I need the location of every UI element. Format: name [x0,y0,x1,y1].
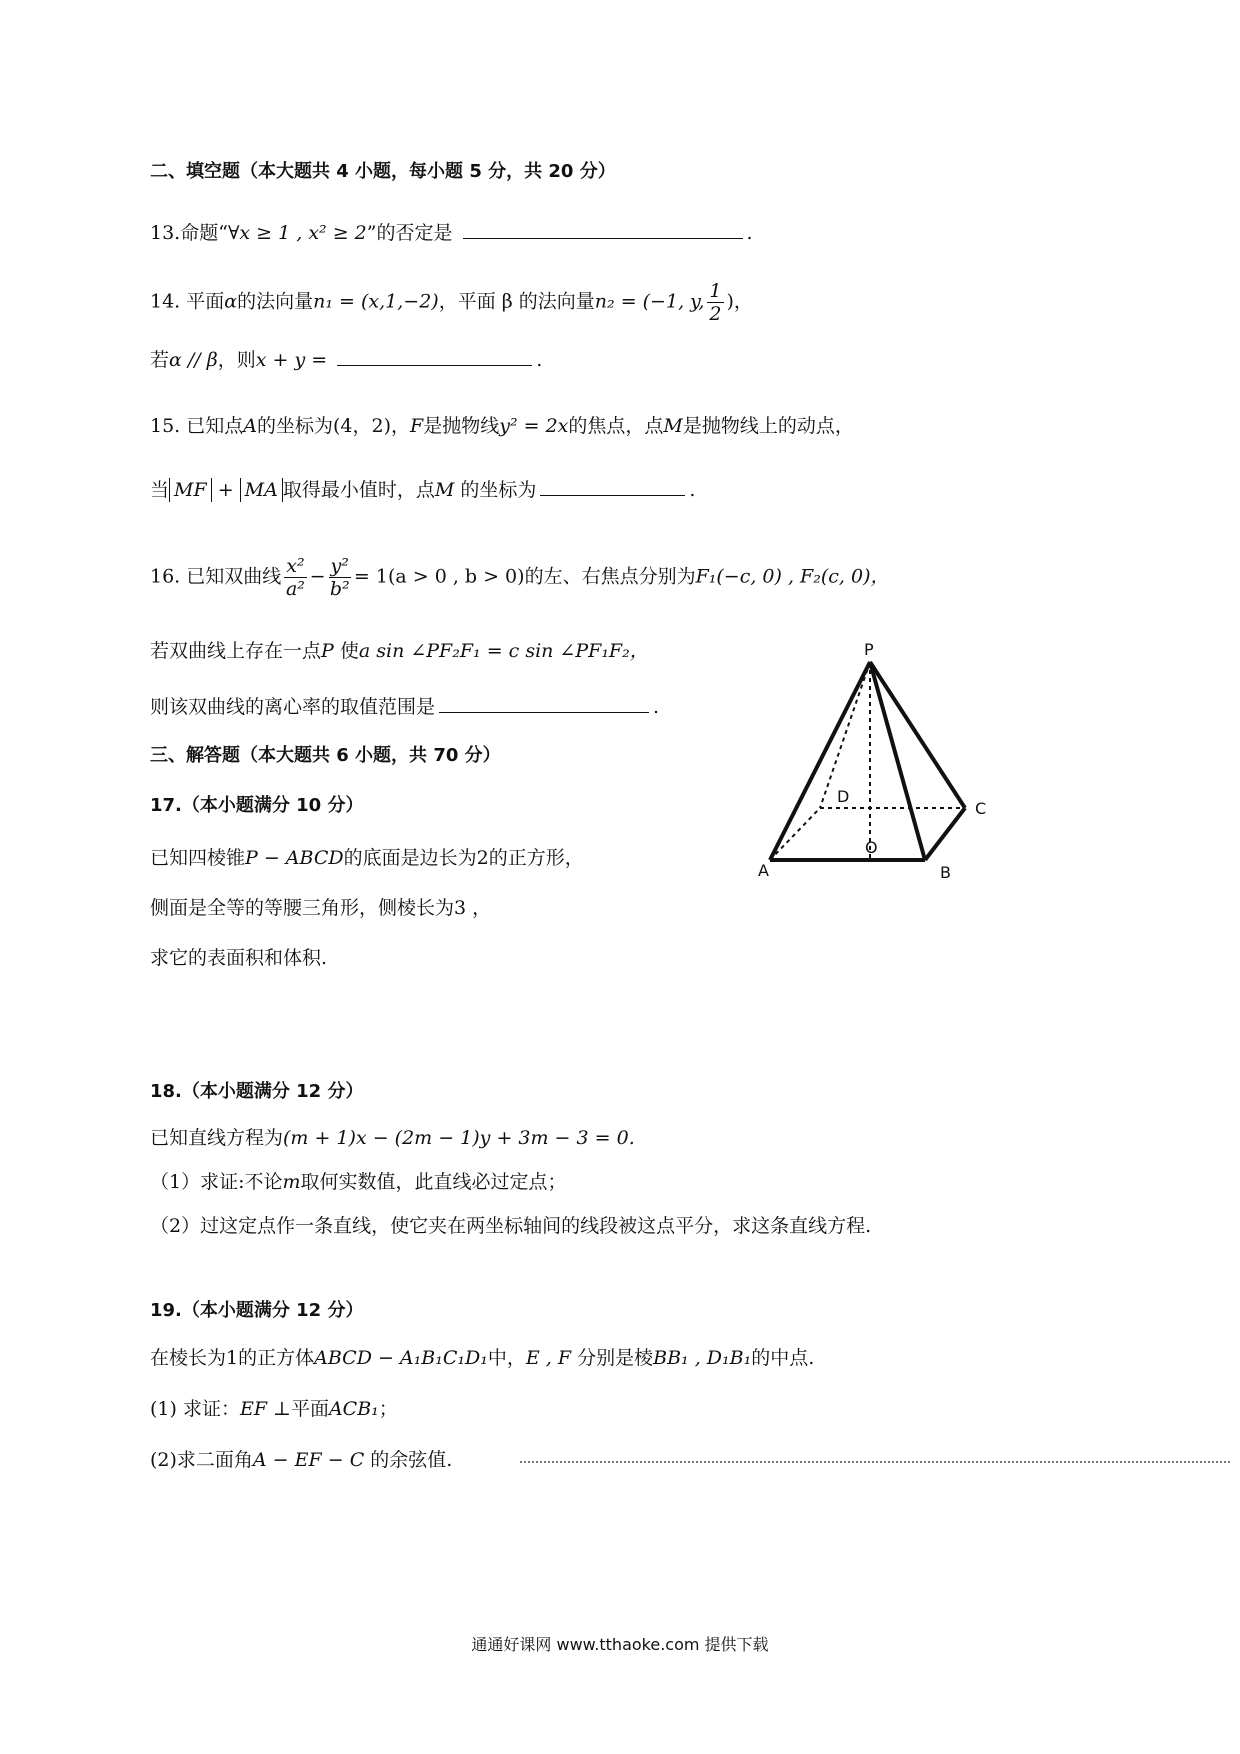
q17-line1-c: 的正方形， [488,847,584,869]
question-16-line-3 [150,690,659,722]
label-p: P [864,640,874,659]
q17-pyramid: P − ABCD [245,847,344,869]
q19-line1-e: 的中点. [751,1347,815,1369]
q19-part-1 [150,1394,398,1424]
q19-one: 1 [226,1347,239,1369]
q16-text-b: = 1(a > 0 , b > 0)的左、右焦点分别为 [353,565,696,588]
q19-line1-b: 的正方体 [238,1347,315,1369]
q15-point-m: M [663,415,683,437]
q18-line-1 [150,1123,635,1153]
label-c: C [975,799,987,818]
q18-p1-b: 取何实数值，此直线必过定点； [300,1171,567,1193]
q18-part-2: （2）过这定点作一条直线，使它夹在两坐标轴间的线段被这点平分，求这条直线方程. [150,1215,872,1237]
q16-equation: a sin ∠PF₂F₁ = c sin ∠PF₁F₂， [358,640,649,662]
label-o: O [865,838,878,857]
q16-minus: − [309,565,326,588]
section-3-title: 三、解答题（本大题共 6 小题，共 70 分） [150,745,501,766]
q19-part-2 [150,1445,452,1475]
q14-number: 14. [150,290,181,313]
question-15-line-2 [150,473,695,505]
q15-text-b: 的坐标为(4，2)， [257,415,411,437]
q17-line2-b: ， [472,897,492,919]
q14-alpha: α [224,290,238,313]
q19-header: 19.（本小题满分 12 分） [150,1300,364,1321]
q15-text-c: 是抛物线 [423,415,500,437]
pyramid-figure [750,640,1010,900]
q18-p1-a: （1）求证:不论 [150,1171,283,1193]
dotted-separator [520,1461,1230,1463]
q17-line-3: 求它的表面积和体积. [150,947,328,969]
q18-part-1 [150,1167,567,1197]
q17-two: 2 [476,847,489,869]
q14-text-b: 的法向量 [237,290,314,313]
q19-ef: E , F [525,1347,572,1369]
q19-p1-a: (1) 求证： [150,1398,240,1420]
q14-n2-close: )， [726,290,753,313]
q16-text-a: 已知双曲线 [186,565,282,588]
q14-n1: n₁ = (x,1,−2) [313,290,439,313]
q14-text-a: 平面 [186,290,225,313]
q15-end: . [689,479,696,501]
question-13: 13.命题“∀x ≥ 1 , x² ≥ 2”的否定是 . [150,216,753,248]
q16-frac-y [329,555,351,600]
q15-point-m-2: M [434,479,455,501]
q19-edges: BB₁ , D₁B₁ [653,1347,752,1369]
q15-abs-ma: MA [240,478,283,502]
q15-line2-b: 取得最小值时，点 [282,479,435,501]
q16-number: 16. [150,565,181,588]
q17-header: 17.（本小题满分 10 分） [150,795,364,816]
q15-line2-c: 的坐标为 [460,479,537,501]
q19-line1-d: 分别是棱 [577,1347,654,1369]
q14-end: . [536,349,543,371]
q19-p2-b: 的余弦值. [370,1449,453,1471]
q16-frac-x-num: x² [286,555,305,577]
q13-text-a: 命题“ [180,222,228,244]
q17-line1-a: 已知四棱锥 [150,847,246,869]
q14-n2: n₂ = (−1, y, [594,290,705,313]
q14-frac-num: 1 [709,280,722,302]
label-d: D [837,787,850,806]
q15-number: 15. [150,415,181,437]
section-2-title: 二、填空题（本大题共 4 小题，每小题 5 分，共 20 分） [150,161,616,182]
q13-number: 13. [150,222,181,244]
q16-foci: F₁(−c, 0) , F₂(c, 0)， [695,565,890,588]
q19-p1-plane: ACB₁ [328,1398,379,1420]
q14-line2-a: 若 [150,349,170,371]
q14-expression: x + y = [255,349,328,371]
q19-p1-math: EF ⊥ [239,1398,291,1420]
q15-answer-blank [540,473,685,496]
q15-point-a: A [243,415,258,437]
q17-line1-b: 的底面是边长为 [343,847,477,869]
q19-cube: ABCD − A₁B₁C₁D₁ [314,1347,488,1369]
q13-math: ∀x ≥ 1 , x² ≥ 2 [227,222,367,244]
q17-line2-a: 侧面是全等的等腰三角形，侧棱长为 [150,897,455,919]
q16-frac-x-den: a² [285,578,305,600]
edge-ad [770,808,820,860]
q16-line2-a: 若双曲线上存在一点 [150,640,322,662]
q15-text-d: 的焦点，点 [568,415,664,437]
q16-line2-b: 使 [339,640,359,662]
q13-text-b: ”的否定是 [366,222,453,244]
question-15-line-1 [150,411,854,441]
q15-point-f: F [410,415,424,437]
q17-line-2 [150,893,491,923]
label-a: A [758,861,769,880]
q19-p2-math: A − EF − C [252,1449,365,1471]
q19-line-1 [150,1343,814,1373]
q14-text-c: ，平面 β 的法向量 [438,290,595,313]
q15-text-a: 已知点 [186,415,244,437]
edge-pb [870,662,925,860]
q13-answer-blank [463,216,743,239]
q19-p1-c: ； [378,1398,398,1420]
question-14-line-2 [150,343,542,375]
q18-line1-a: 已知直线方程为 [150,1127,284,1149]
edge-pa [770,662,870,860]
q16-frac-y-num: y² [330,555,349,577]
q14-line2-b: ，则 [217,349,256,371]
q15-abs-mf: MF [169,478,212,502]
question-16-line-1 [150,555,889,600]
question-14-line-1 [150,280,753,325]
q15-text-e: 是抛物线上的动点， [682,415,854,437]
q14-frac-den: 2 [709,303,722,325]
q16-end: . [653,696,660,718]
q16-line3: 则该双曲线的离心率的取值范围是 [150,696,436,718]
q15-plus: + [217,479,234,501]
q17-three: 3 [454,897,467,919]
q19-line1-c: 中， [487,1347,526,1369]
q18-m: m [282,1171,301,1193]
q16-point-p: P [321,640,334,662]
q18-header: 18.（本小题满分 12 分） [150,1081,364,1102]
footer-text: 通通好课网 www.tthaoke.com 提供下载 [471,1635,769,1654]
label-b: B [940,863,951,882]
q19-p2-a: (2)求二面角 [150,1449,253,1471]
q15-parabola: y² = 2x [499,415,569,437]
q14-fraction [707,280,723,325]
q16-frac-x [284,555,306,600]
q14-answer-blank [337,343,532,366]
q15-line2-a: 当 [150,479,170,501]
q19-p1-b: 平面 [290,1398,329,1420]
q16-frac-y-den: b² [329,578,350,600]
q14-condition: α // β [169,349,218,371]
q18-equation: (m + 1)x − (2m − 1)y + 3m − 3 = 0. [283,1127,635,1149]
edge-pc [870,662,965,808]
question-16-line-2 [150,636,649,666]
q16-answer-blank [439,690,649,713]
q19-line1-a: 在棱长为 [150,1347,227,1369]
q17-line-1 [150,843,584,873]
edge-bc [925,808,965,860]
